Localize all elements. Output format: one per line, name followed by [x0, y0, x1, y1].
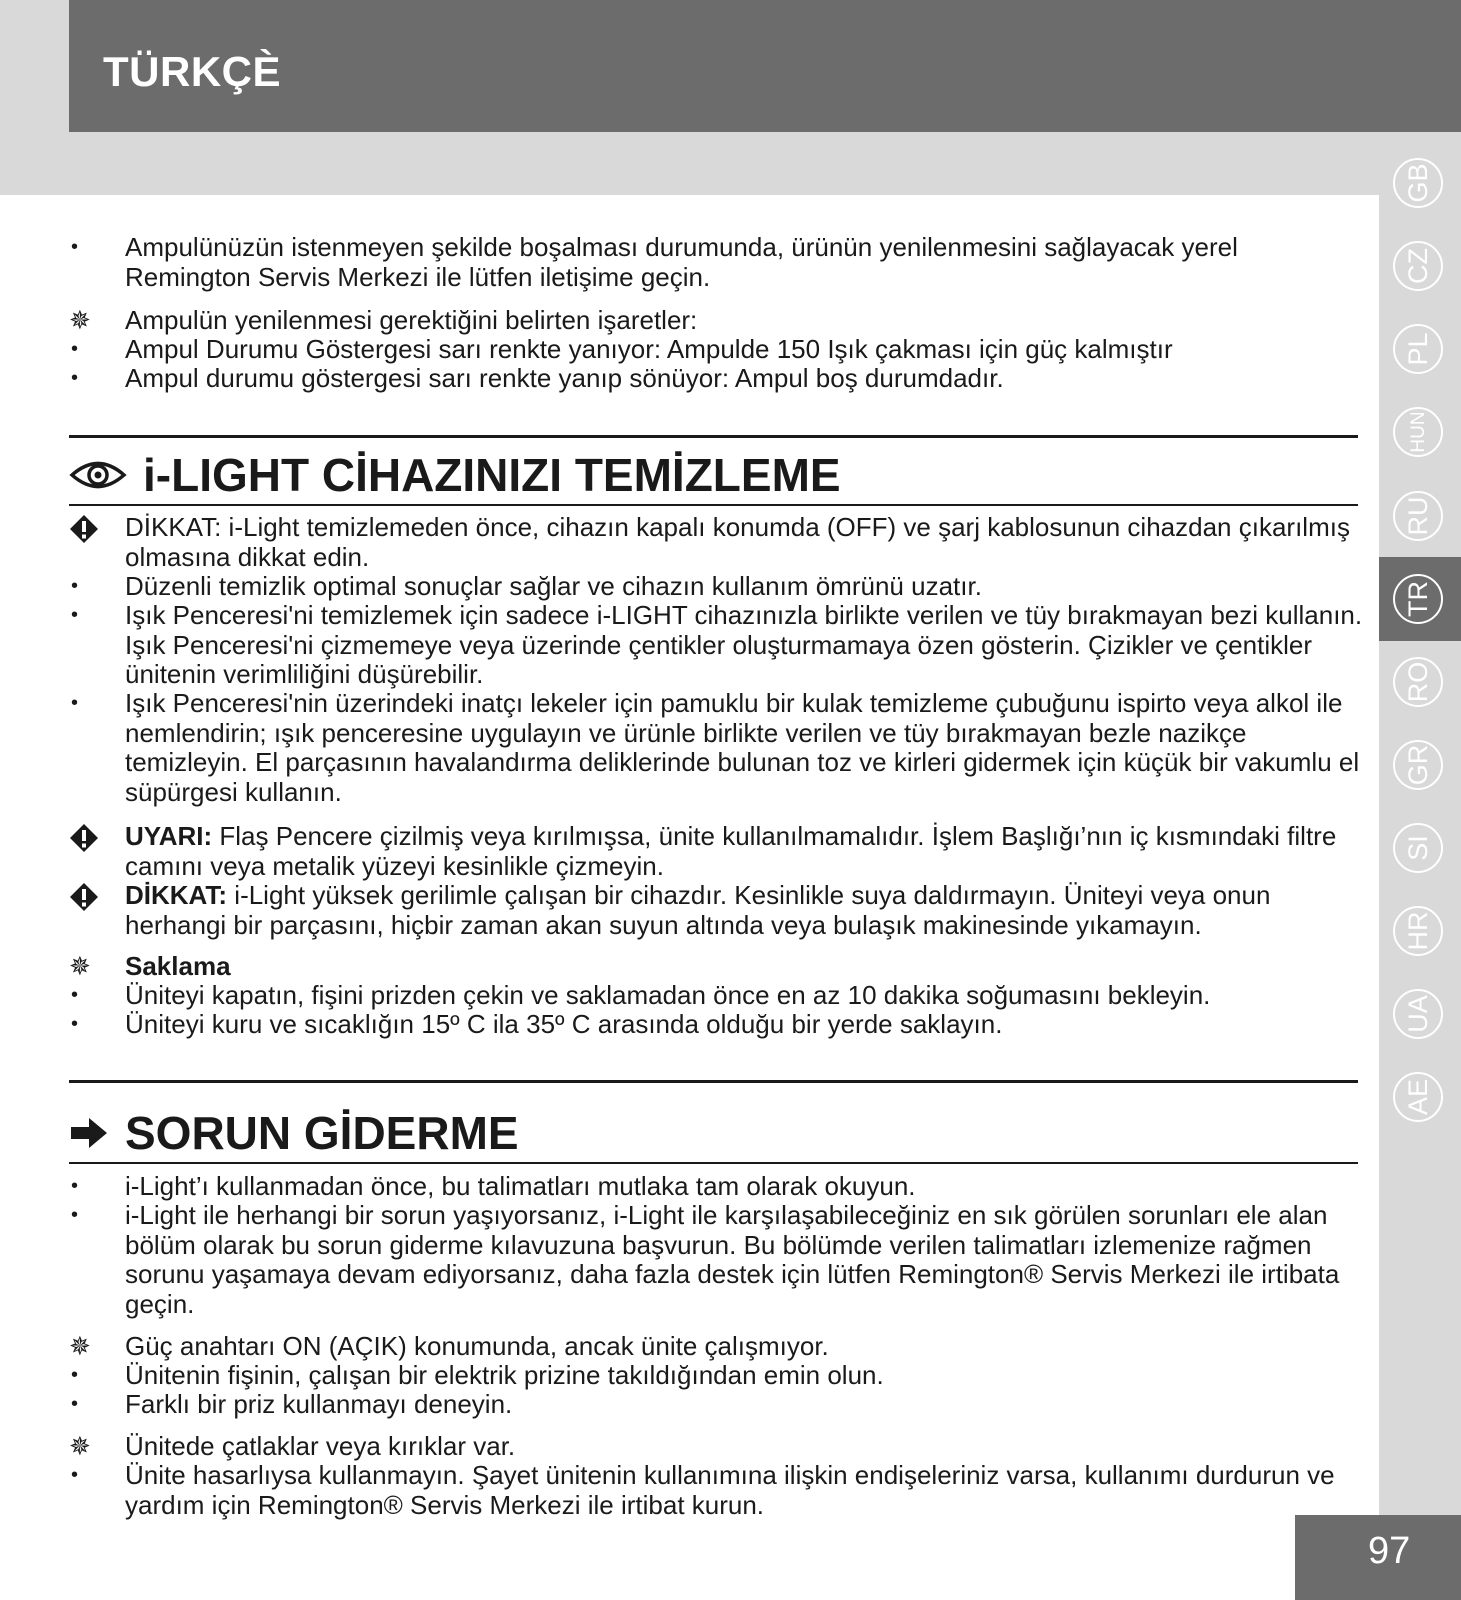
list-item: • Üniteyi kuru ve sıcaklığın 15º C ila 35º C arasında olduğu bir yerde saklayın. — [71, 1009, 1003, 1039]
eye-icon — [69, 458, 127, 492]
star-icon: ✵ — [69, 1331, 91, 1361]
list-item: • Ünitenin fişinin, çalışan bir elektrik prizine takıldığından emin olun. — [71, 1360, 884, 1390]
bullet-marker: • — [71, 367, 79, 389]
warning-icon — [69, 514, 109, 551]
bullet-marker: • — [71, 236, 79, 258]
warning-icon — [69, 823, 109, 860]
section-divider — [69, 1080, 1358, 1083]
lang-tab-hun[interactable]: HUN — [1393, 400, 1443, 464]
bullet-marker: • — [71, 338, 79, 360]
bullet-marker: • — [71, 984, 79, 1006]
section-divider — [69, 1162, 1358, 1164]
list-item-note: ✵ Ampulün yenilenmesi gerektiğini belirten işaretler: — [69, 305, 698, 335]
section-divider — [69, 504, 1358, 506]
lang-tab-gb[interactable]: GB — [1393, 151, 1443, 215]
bullet-marker: • — [71, 1204, 79, 1226]
bullet-marker: • — [71, 1175, 79, 1197]
list-item: • i-Light ile herhangi bir sorun yaşıyorsanız, i-Light ile karşılaşabileceğiniz en sık görülen sorunları ele alan bölüm olarak bu sorun giderme kılavuzuna başvurun. Bu bölümde verilen talimatları izlemenize rağmen sorunu yaşamaya devam ediyorsanız, daha fazla destek için lütfen Remington® Servis Merkezi ile irtibata geçin. — [71, 1200, 1340, 1319]
page-title: TÜRKÇÈ — [103, 48, 281, 95]
star-icon: ✵ — [69, 1431, 91, 1461]
list-item: • Ampul durumu göstergesi sarı renkte yanıp sönüyor: Ampul boş durumdadır. — [71, 363, 1004, 393]
lang-tab-ae[interactable]: AE — [1393, 1065, 1443, 1129]
star-icon: ✵ — [69, 951, 91, 981]
list-item: • i-Light’ı kullanmadan önce, bu talimatları mutlaka tam olarak okuyun. — [71, 1171, 916, 1201]
warning-icon — [69, 882, 109, 919]
list-item-note: ✵ Güç anahtarı ON (AÇIK) konumunda, ancak ünite çalışmıyor. — [69, 1331, 829, 1361]
lang-tab-gr[interactable]: GR — [1393, 733, 1443, 797]
section-divider — [69, 435, 1358, 438]
list-item: • Işık Penceresi'nin üzerindeki inatçı lekeler için pamuklu bir kulak temizleme çubuğunu ispirto veya alkol ile nemlendirin; ışık penceresine uygulayın ve ürünle birlikte verilen ve tüy bırakmayan bezle nazikçe temizleyin. El parçasının havalandırma deliklerinde bulunan toz ve kirleri gidermek için küçük bir vakumlu el süpürgesi kullanın. — [71, 688, 1360, 807]
caution-item: DİKKAT: i-Light temizlemeden önce, cihazın kapalı konumda (OFF) ve şarj kablosunun cihazdan çıkarılmış olmasına dikkat edin. — [69, 513, 1369, 572]
warning-label: UYARI: — [125, 821, 213, 851]
list-item: • Ampulünüzün istenmeyen şekilde boşalması durumunda, ürünün yenilenmesini sağlayacak yerel Remington Servis Merkezi ile lütfen iletişime geçin. — [71, 232, 1238, 292]
list-item: • Işık Penceresi'ni temizlemek için sadece i-LIGHT cihazınızla birlikte verilen ve tüy bırakmayan bezi kullanın. Işık Penceresi'ni çizmemeye veya üzerinde çentikler oluşturmamaya özen gösterin. Çizikler ve çentikler ünitenin verimliliğini düşürebilir. — [71, 600, 1363, 689]
caution-label: DİKKAT: — [125, 880, 228, 910]
list-item: • Ampul Durumu Göstergesi sarı renkte yanıyor: Ampulde 150 Işık çakması için güç kalmıştır — [71, 334, 1173, 364]
section-title: i-LIGHT CİHAZINIZI TEMİZLEME — [143, 449, 841, 501]
caution-item: DİKKAT: i-Light yüksek gerilimle çalışan bir cihazdır. Kesinlikle suya daldırmayın. Üniteyi veya onun herhangi bir parçasını, hiçbir zaman akan suyun altında veya bulaşık makinesinde yıkamayın. — [69, 881, 1369, 940]
section-title: SORUN GİDERME — [125, 1107, 519, 1159]
lang-tab-ua[interactable]: UA — [1393, 982, 1443, 1046]
bullet-marker: • — [71, 1464, 79, 1486]
bullet-marker: • — [71, 692, 79, 714]
lang-tab-hr[interactable]: HR — [1393, 899, 1443, 963]
list-item: • Düzenli temizlik optimal sonuçlar sağlar ve cihazın kullanım ömrünü uzatır. — [71, 571, 982, 601]
lang-tab-pl[interactable]: PL — [1393, 317, 1443, 381]
lang-tab-tr[interactable]: TR — [1393, 567, 1443, 631]
list-item: • Farklı bir priz kullanmayı deneyin. — [71, 1389, 513, 1419]
list-item-note: ✵ Ünitede çatlaklar veya kırıklar var. — [69, 1431, 516, 1461]
star-icon: ✵ — [69, 305, 91, 335]
lang-tab-cz[interactable]: CZ — [1393, 234, 1443, 298]
lang-tab-ru[interactable]: RU — [1393, 484, 1443, 548]
storage-heading: ✵ Saklama — [69, 951, 231, 981]
bullet-marker: • — [71, 1364, 79, 1386]
list-item: • Üniteyi kapatın, fişini prizden çekin ve saklamadan önce en az 10 dakika soğumasını bekleyin. — [71, 980, 1211, 1010]
arrow-right-icon — [69, 1116, 109, 1150]
list-item: • Ünite hasarlıysa kullanmayın. Şayet ünitenin kullanımına ilişkin endişeleriniz varsa, kullanımı durdurun ve yardım için Remington® Servis Merkezi ile irtibat kurun. — [71, 1460, 1335, 1520]
bullet-marker: • — [71, 604, 79, 626]
section-heading-cleaning — [69, 448, 841, 502]
warning-item: UYARI: Flaş Pencere çizilmiş veya kırılmışsa, ünite kullanılmamalıdır. İşlem Başlığı’nın iç kısmındaki filtre camını veya metalik yüzeyi kesinlikle çizmeyin. — [69, 822, 1369, 881]
bullet-marker: • — [71, 1013, 79, 1035]
lang-tab-si[interactable]: SI — [1393, 816, 1443, 880]
lang-tab-ro[interactable]: RO — [1393, 650, 1443, 714]
bullet-marker: • — [71, 1393, 79, 1415]
bullet-marker: • — [71, 575, 79, 597]
section-heading-troubleshooting — [69, 1106, 519, 1160]
page-number: 97 — [1368, 1530, 1411, 1572]
